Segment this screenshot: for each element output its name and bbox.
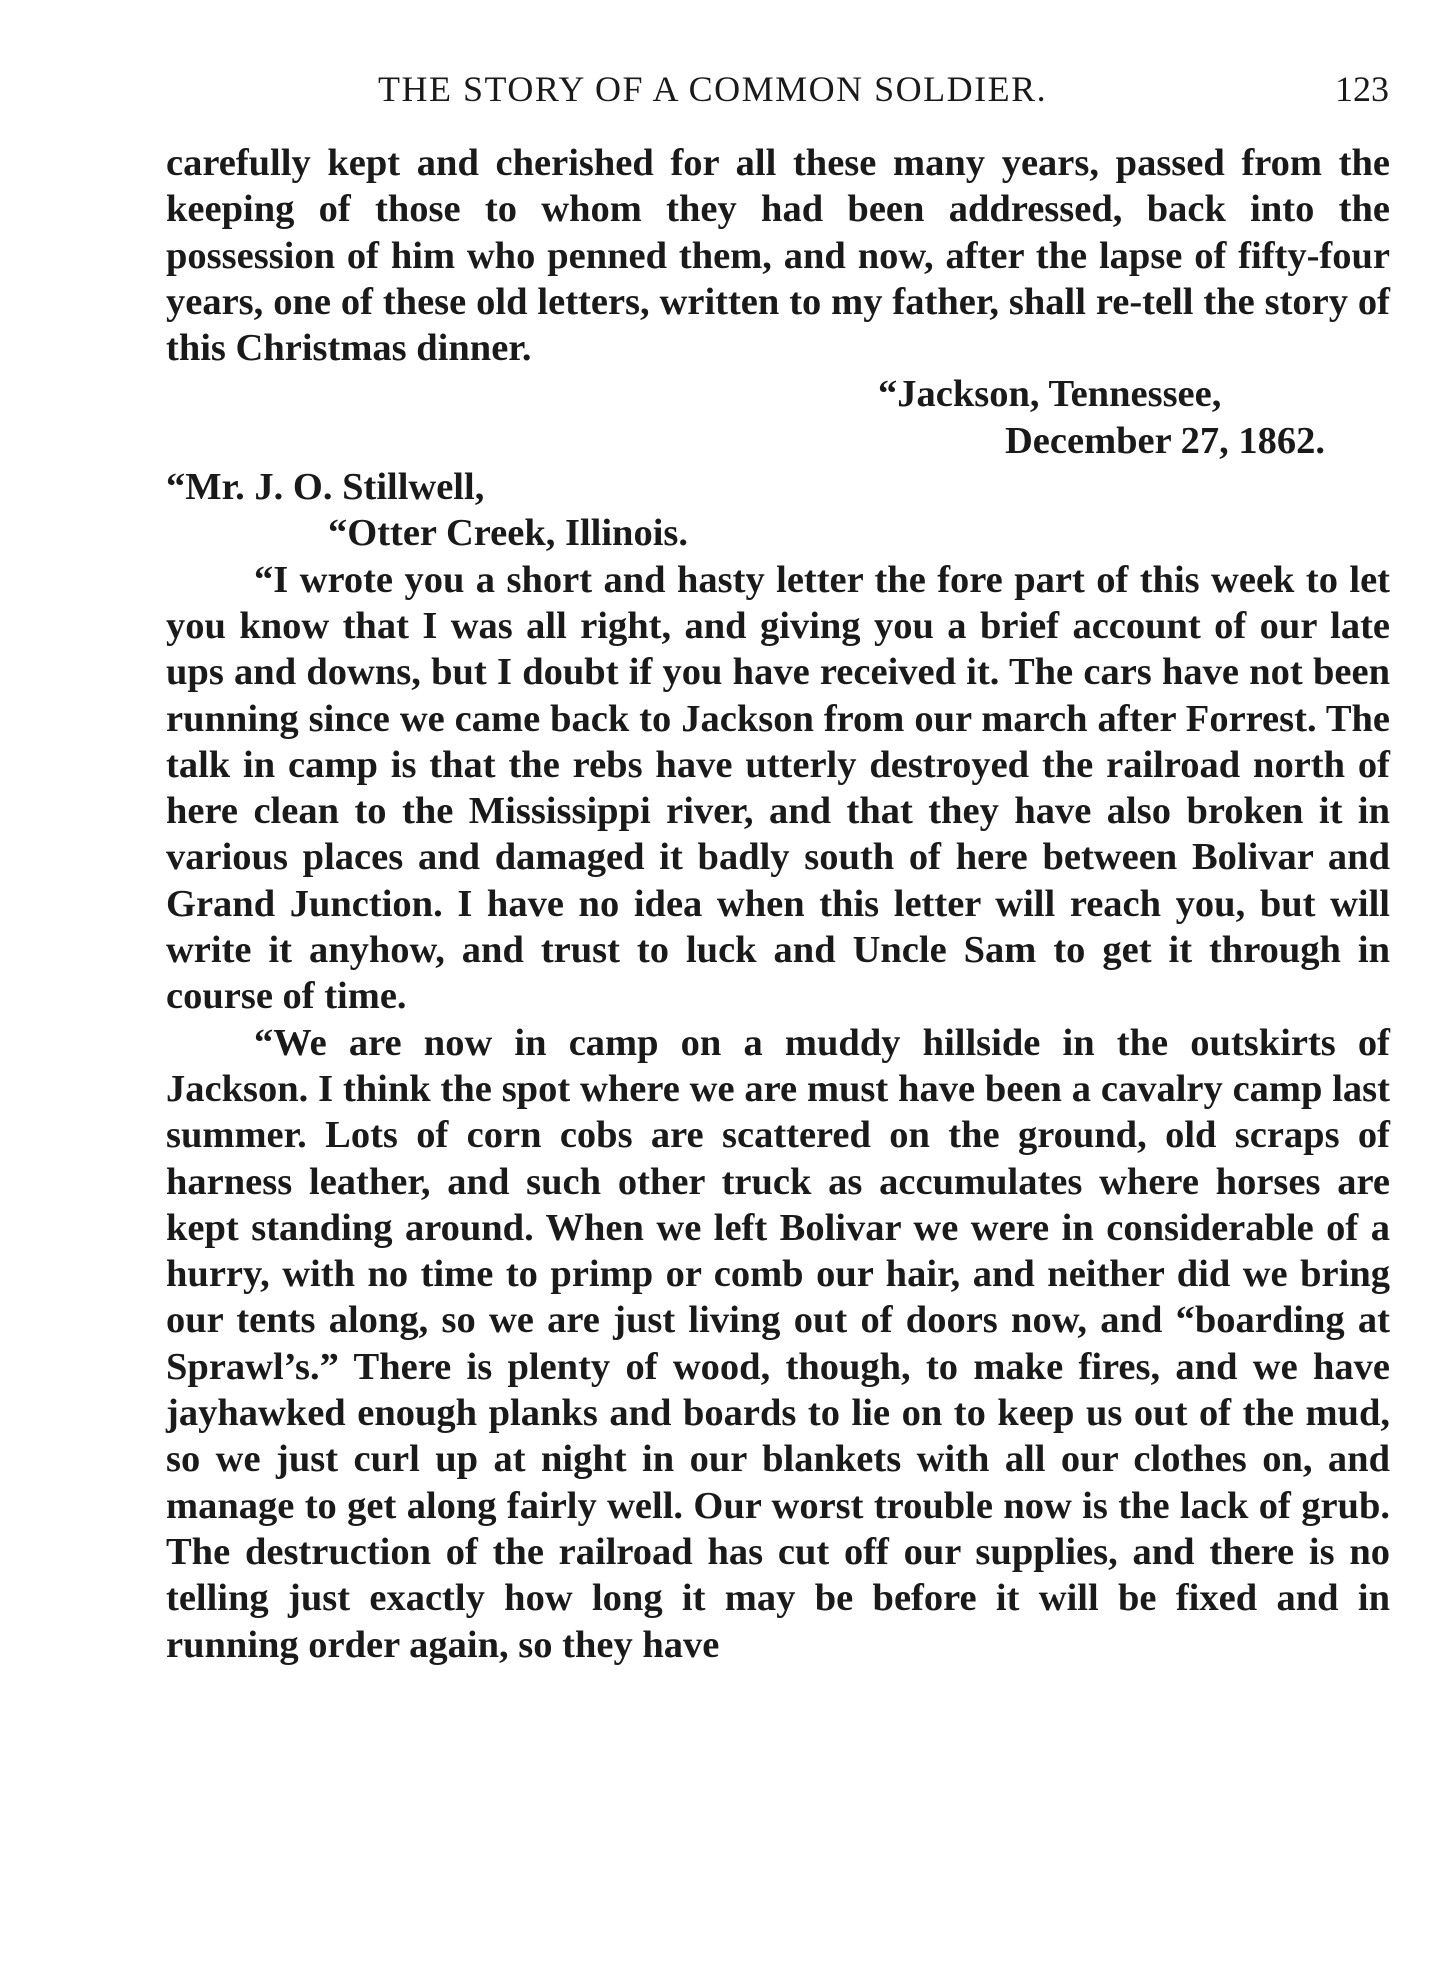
running-header-title: THE STORY OF A COMMON SOLDIER.: [378, 69, 1048, 109]
letter-addressee-place: “Otter Creek, Illinois.: [328, 512, 689, 555]
letter-place: “Jackson, Tennessee,: [878, 373, 1222, 416]
letter-paragraph-2: “We are now in camp on a muddy hillside in the outskirts of Jackson. I think the spot where we are must have been a cavalry camp last summer. Lots of corn cobs are scattered on the ground, old scraps of harness leather, and such other truck as accumulates where horses are kept standing around. When we left Bolivar we were in considerable of a hurry, with no time to primp or comb our hair, and neither did we bring our tents along, so we are just living out of doors now, and “boarding at Sprawl’s.” There is plenty of wood, though, to make fires, and we have jayhawked enough planks and boards to lie on to keep us out of the mud, so we just curl up at night in our blankets with all our clothes on, and manage to get along fairly well. Our worst trouble now is the lack of grub. The destruction of the railroad has cut off our supplies, and there is no telling just exactly how long it may be before it will be fixed and in running order again, so they have: [166, 1021, 1390, 1666]
intro-paragraph: carefully kept and cherished for all these many years, passed from the keeping of those to whom they had been addressed, back into the possession of him who penned them, and now, after the lapse of fifty-four years, one of these old letters, written to my father, shall re-tell the story of this Christmas dinner.: [166, 142, 1390, 370]
letter-addressee-name: “Mr. J. O. Stillwell,: [166, 466, 485, 509]
body-text: [166, 140, 1390, 1668]
page-number: 123: [1335, 69, 1389, 109]
letter-date: December 27, 1862.: [1005, 419, 1326, 462]
letter-paragraph-1: “I wrote you a short and hasty letter the fore part of this week to let you know that I was all right, and giving you a brief account of our late ups and downs, but I doubt if you have received it. The cars have not been running since we came back to Jackson from our march after Forrest. The talk in camp is that the rebs have utterly destroyed the railroad north of here clean to the Mississippi river, and that they have also broken it in various places and damaged it badly south of here between Bolivar and Grand Junction. I have no idea when this letter will reach you, but will write it anyhow, and trust to luck and Uncle Sam to get it through in course of time.: [166, 558, 1390, 1018]
